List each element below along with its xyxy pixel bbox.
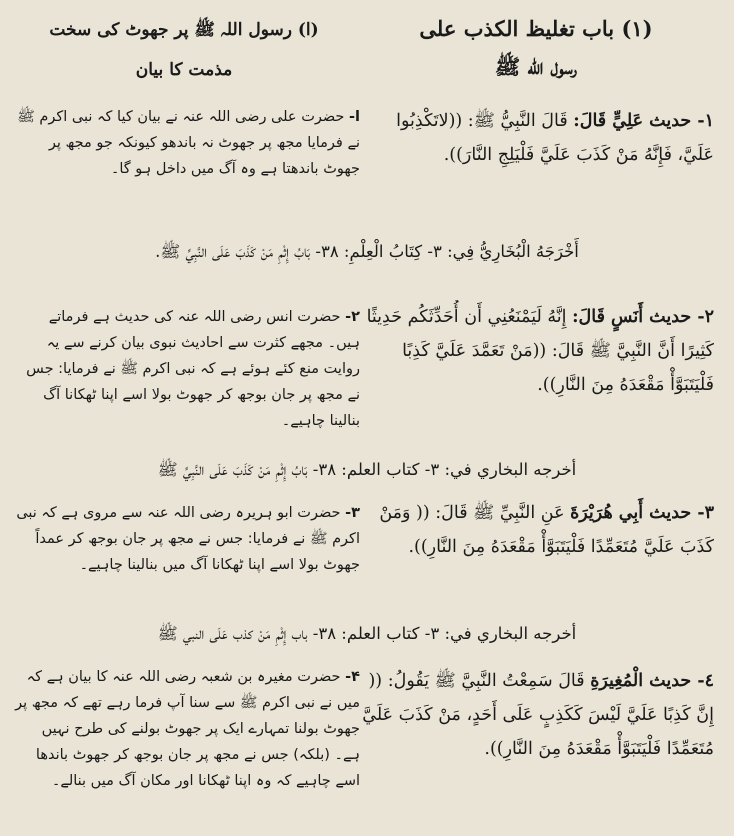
hadith-1-urdu (14, 104, 360, 184)
hadith-1-urdu-text: حضرت علی رضی اللہ عنہ نے بیان کیا کہ نبی اکرم ﷺ نے فرمایا مجھ پر جھوٹ نہ باندھو کیونکہ جو مجھ پر جھوٹ باندھتا ہے وہ آگ میں داخل ہو گا۔ (17, 109, 360, 177)
hadith-3-reference: أخرجه البخاري في: ٣- كتاب العلم: ٣٨- باب إِثْمِ مَنْ كذب عَلَى النبي ﷺ (157, 624, 577, 643)
arabic-title-line2: رسول الله ﷺ (494, 54, 578, 79)
hadith-4-urdu-num: ۴- (345, 669, 360, 685)
urdu-title-line2: مذمت کا بیان (135, 60, 233, 80)
hadith-2-reference: أخرجه البخاري في: ٣- كتاب العلم: ٣٨- بَابُ إِثْمِ مَنْ كَذَبَ عَلَى النَّبِيِّ ﷺ (157, 460, 577, 479)
hadith-1-arabic (362, 104, 714, 228)
arabic-title-line1: (١) باب تغليظ الكذب على (419, 16, 653, 41)
hadith-2-urdu-num: ۲- (345, 309, 360, 325)
hadith-1-urdu-num: ا- (349, 109, 360, 125)
hadith-4-head: ٤- حديث الْمُغِيرَةِ (590, 671, 714, 691)
hadith-2-urdu (14, 304, 360, 434)
hadith-3-urdu (14, 500, 360, 604)
urdu-title-line1: (ا) رسول اللہ ﷺ پر جھوٹ کی سخت (49, 20, 319, 40)
hadith-3-body: عَنِ النَّبِيِّ ﷺ قَالَ: (( وَمَنْ كَذَبَ عَلَيَّ مُتَعَمِّدًا فَلْيَتَبَوَّأْ مَقْعَدَهُ مِنَ النَّارِ)). (379, 503, 714, 557)
hadith-3-arabic (362, 496, 714, 614)
hadith-2-body: إِنَّهُ لَيَمْنَعُنِي أَن أُحَدِّثَكُم حَدِيثًا كَثِيرًا أَنَّ النَّبِيَّ ﷺ قَالَ: ((مَنْ تَعَمَّدَ عَلَيَّ كَذِبًا فَلْيَتَبَوَّأْ مَقْعَدَهُ مِنَ النَّارِ)). (366, 307, 714, 395)
hadith-4-body: قَالَ سَمِعْتُ النَّبِيَّ ﷺ يَقُولُ: (( إِنَّ كَذِبًا عَلَيَّ لَيْسَ كَكَذِبٍ عَلَى أَحَدٍ، مَنْ كَذَبَ عَلَيَّ مُتَعَمِّدًا فَلْيَتَبَوَّأْ مَقْعَدَهُ مِنَ النَّارِ)). (362, 671, 714, 759)
hadith-3-urdu-text: حضرت ابو ہریرہ رضی اللہ عنہ سے مروی ہے کہ نبی اکرم ﷺ نے فرمایا: جس نے مجھ پر جان بوجھ کر عمداً جھوٹ بولا اسے اپنا ٹھکانا آگ میں بنالینا چاہیے۔ (16, 505, 360, 573)
hadith-1-reference: أَخْرَجَهُ الْبُخَارِيُّ فِي: ٣- كِتَابُ الْعِلْمِ: ٣٨- بَابُ إِثْمِ مَنْ كَذَبَ عَلَى النَّبِيِّ ﷺ. (155, 242, 579, 261)
hadith-4-urdu-text: حضرت مغیرہ بن شعبہ رضی اللہ عنہ کا بیان ہے کہ میں نے نبی اکرم ﷺ سے سنا آپ فرما رہے تھے کہ مجھ پر جھوٹ بولنا تمہارے ایک پر جھوٹ بولنے کی طرح نہیں ہے۔ (بلکہ) جس نے مجھ پر جان بوجھ کر جھوٹ باندھا اسے چاہیے کہ وہ اپنا ٹھکانا اور مکان آگ میں بنالے۔ (15, 669, 360, 789)
hadith-2-urdu-text: حضرت انس رضی اللہ عنہ کی حدیث ہے فرماتے ہیں۔ مجھے کثرت سے احادیث نبوی بیان کرنے سے یہ روایت منع کئے ہوئے ہے کہ نبی اکرم ﷺ نے فرمایا: جس نے مجھ پر جان بوجھ کر جھوٹ بولا اسے اپنا ٹھکانا آگ بنالینا چاہیے۔ (26, 309, 360, 429)
hadith-2-arabic (362, 300, 714, 458)
hadith-1-body: قَالَ النَّبِيُّ ﷺ: ((لاتَكْذِبُوا عَلَيَّ، فَإِنَّهُ مَنْ كَذَبَ عَلَيَّ فَلْيَلِجِ النَّارَ)). (396, 111, 714, 165)
hadith-3-head: ٣- حديث أَبِي هُرَيْرَةَ (570, 503, 714, 523)
hadith-3-urdu-num: ۳- (345, 505, 360, 521)
hadith-4-arabic (362, 664, 714, 832)
hadith-1-head: ١- حديث عَلِيٍّ قَالَ: (573, 111, 714, 131)
arabic-chapter-title (366, 10, 706, 86)
hadith-2-head: ٢- حديث أَنَسٍ قَالَ: (572, 307, 714, 327)
urdu-chapter-title (14, 10, 354, 90)
hadith-4-urdu (14, 664, 360, 832)
